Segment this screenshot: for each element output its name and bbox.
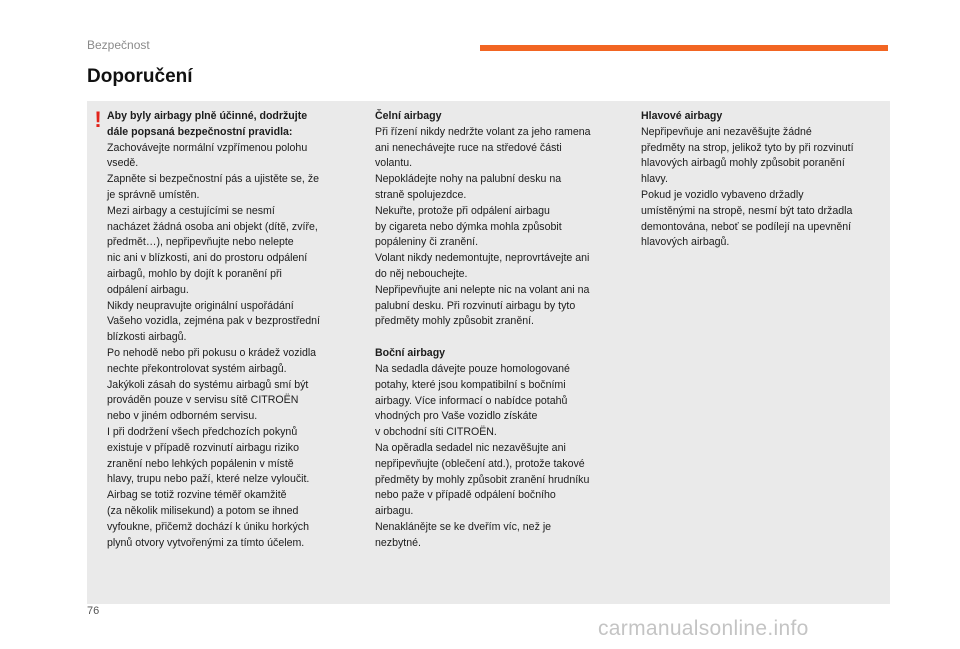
- watermark: carmanualsonline.info: [598, 617, 809, 640]
- front-airbags-text: Při řízení nikdy nedržte volant za jeho ramena ani nenechávejte ruce na středové části volantu. Nepokládejte nohy na palubní desku na straně spolujezdce. Nekuřte, protože při odpálení airbagu by cigareta nebo dýmka mohla způsobit popáleniny či zranění. Volant nikdy nedemontujte, neprovrtávejte ani do něj nebouchejte. Nepřipevňujte ani nelepte nic na volant ani na palubní desku. Při rozvinutí airbagu by tyto předměty mohly způsobit zranění.: [375, 125, 591, 328]
- curtain-airbags-text: Nepřipevňuje ani nezavěšujte žádné předměty na strop, jelikož tyto by při rozvinutí hlavových airbagů mohly způsobit poranění hlavy. Pokud je vozidlo vybaveno držadly umístěnými na stropě, nesmí být tato držadla demontována, neboť se podílejí na upevnění hlavových airbagů.: [641, 125, 854, 249]
- spacer: [375, 330, 633, 346]
- accent-bar: [480, 45, 888, 51]
- general-rules-heading: Aby byly airbagy plně účinné, dodržujte dále popsaná bezpečnostní pravidla:: [107, 110, 308, 138]
- section-label: Bezpečnost: [87, 38, 150, 52]
- side-airbags-text: Na sedadla dávejte pouze homologované potahy, které jsou kompatibilní s bočními airbagy. Více informací o nabídce potahů vhodných pro Vaše vozidlo získáte v obchodní síti CITROËN. Na opěradla sedadel nic nezavěšujte ani nepřipevňujte (oblečení atd.), protože takové předměty by mohly způsobit zranění hrudníku nebo paže v případě odpálení bočního airbagu. Nenaklánějte se ke dveřím víc, než je nezbytné.: [375, 362, 590, 549]
- side-airbags-heading: Boční airbagy: [375, 347, 446, 360]
- general-rules-text: Zachovávejte normální vzpřímenou polohu vsedě. Zapněte si bezpečnostní pás a ujistěte se, že je správně umístěn. Mezi airbagy a cestujícími se nesmí nacházet žádná osoba ani objekt (dítě, zvíře, předmět…), nepřipevňujte nebo nelepte nic ani v blízkosti, ani do prostoru odpálení airbagů, mohlo by dojít k poranění při odpálení airbagu. Nikdy neupravujte originální uspořádání Vašeho vozidla, zejména pak v bezprostřední blízkosti airbagů. Po nehodě nebo při pokusu o krádež vozidla nechte překontrolovat systém airbagů. Jakýkoli zásah do systému airbagů smí být prováděn pouze v servisu sítě CITROËN nebo v jiném odborném servisu. I při dodržení všech předchozích pokynů existuje v případě rozvinutí airbagu riziko zranění nebo lehkých popálenin v místě hlavy, trupu nebo paží, které nelze vyloučit. Airbag se totiž rozvine téměř okamžitě (za několik milisekund) a potom se ihned vyfoukne, přičemž dochází k úniku horkých plynů otvory vytvořenými za tímto účelem.: [107, 141, 320, 549]
- general-rules-column: [107, 109, 365, 551]
- curtain-airbags-column: [641, 109, 889, 251]
- front-side-airbags-column: [375, 109, 633, 552]
- exclamation-icon: !: [94, 107, 102, 132]
- front-airbags-heading: Čelní airbagy: [375, 110, 442, 122]
- page-number: 76: [87, 605, 100, 617]
- page-title: Doporučení: [87, 66, 193, 87]
- curtain-airbags-heading: Hlavové airbagy: [641, 110, 723, 122]
- recommendations-panel: [87, 101, 890, 604]
